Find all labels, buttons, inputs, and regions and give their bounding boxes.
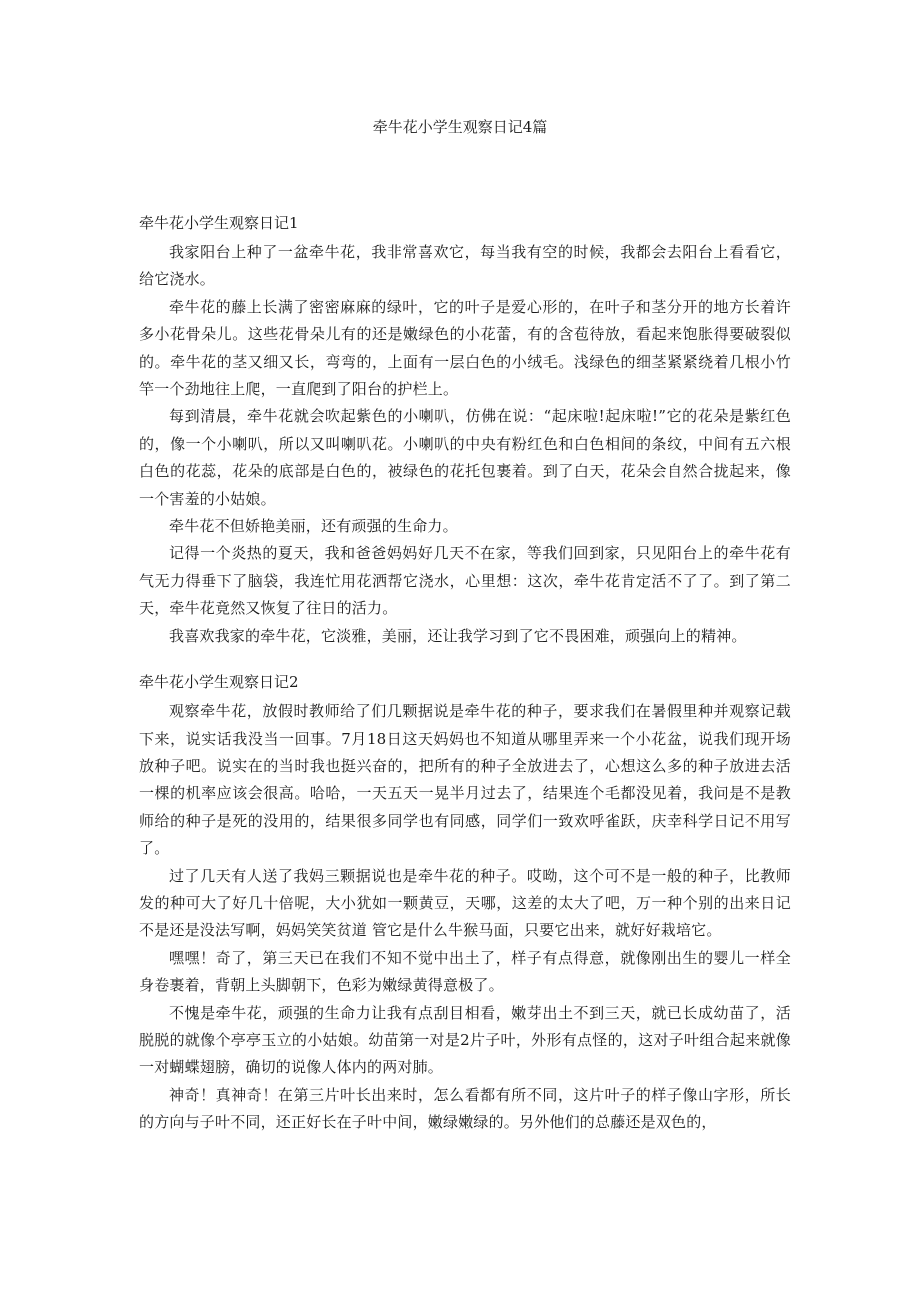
paragraph: 每到清晨，牵牛花就会吹起紫色的小喇叭，仿佛在说：“起床啦!起床啦!”它的花朵是紫红色的，像一个小喇叭，所以又叫喇叭花。小喇叭的中央有粉红色和白色相间的条纹，中间有五六根白色的花蕊，花朵的底部是白色的，被绿色的花托包裹着。到了白天，花朵会自然合拢起来，像一个害羞的小姑娘。 xyxy=(139,407,791,508)
document-title: 牵牛花小学生观察日记4篇 xyxy=(372,118,548,136)
paragraph: 记得一个炎热的夏天，我和爸爸妈妈好几天不在家，等我们回到家，只见阳台上的牵牛花有气无力得垂下了脑袋，我连忙用花洒帮它浇水，心里想：这次，牵牛花肯定活不了了。到了第二天，牵牛花竟然又恢复了往日的活力。 xyxy=(139,544,791,618)
entry-heading: 牵牛花小学生观察日记1 xyxy=(139,214,299,232)
paragraph: 不愧是牵牛花，顽强的生命力让我有点刮目相看，嫩芽出土不到三天，就已长成幼苗了，活脱脱的就像个亭亭玉立的小姑娘。幼苗第一对是2片子叶，外形有点怪的，这对子叶组合起来就像一对蝴蝶翅膀，确切的说像人体内的两对肺。 xyxy=(139,1003,791,1077)
paragraph: 牵牛花不但娇艳美丽，还有顽强的生命力。 xyxy=(169,517,458,536)
paragraph: 神奇！真神奇！在第三片叶长出来时，怎么看都有所不同，这片叶子的样子像山字形，所长的方向与子叶不同，还正好长在子叶中间，嫩绿嫩绿的。另外他们的总藤还是双色的， xyxy=(139,1085,791,1132)
paragraph: 观察牵牛花，放假时教师给了们几颗据说是牵牛花的种子，要求我们在暑假里种并观察记载下来，说实话我没当一回事。7月18日这天妈妈也不知道从哪里弄来一个小花盆，说我们现开场放种子吧。说实在的当时我也挺兴奋的，把所有的种子全放进去了，心想这么多的种子放进去活一棵的机率应该会很高。哈哈，一天五天一晃半月过去了，结果连个毛都没见着，我问是不是教师给的种子是死的没用的，结果很多同学也有同感，同学们一致欢呼雀跃，庆幸科学日记不用写了。 xyxy=(139,702,791,858)
paragraph: 我家阳台上种了一盆牵牛花，我非常喜欢它，每当我有空的时候，我都会去阳台上看看它，给它浇水。 xyxy=(139,243,791,289)
paragraph: 牵牛花的藤上长满了密密麻麻的绿叶，它的叶子是爱心形的，在叶子和茎分开的地方长着许多小花骨朵儿。这些花骨朵儿有的还是嫩绿色的小花蕾，有的含苞待放，看起来饱胀得要破裂似的。牵牛花的茎又细又长，弯弯的，上面有一层白色的小绒毛。浅绿色的细茎紧紧绕着几根小竹竿一个劲地往上爬，一直爬到了阳台的护栏上。 xyxy=(139,297,791,399)
paragraph: 嘿嘿！奇了，第三天已在我们不知不觉中出土了，样子有点得意，就像刚出生的婴儿一样全身卷裹着，背朝上头脚朝下，色彩为嫩绿黄得意极了。 xyxy=(139,948,791,995)
diary-entry-2 xyxy=(139,670,791,1137)
paragraph: 我喜欢我家的牵牛花，它淡雅，美丽，还让我学习到了它不畏困难，顽强向上的精神。 xyxy=(169,626,747,645)
paragraph: 过了几天有人送了我妈三颗据说也是牵牛花的种子。哎呦，这个可不是一般的种子，比教师发的种可大了好几十倍呢，大小犹如一颗黄豆，天哪，这差的太大了吧，万一种个别的出来日记不是还是没法写啊，妈妈笑笑贫道 管它是什么牛猴马面，只要它出来，就好好栽培它。 xyxy=(139,866,791,940)
document-body xyxy=(139,211,791,1137)
entry-heading: 牵牛花小学生观察日记2 xyxy=(139,673,299,692)
diary-entry-1 xyxy=(139,211,791,650)
